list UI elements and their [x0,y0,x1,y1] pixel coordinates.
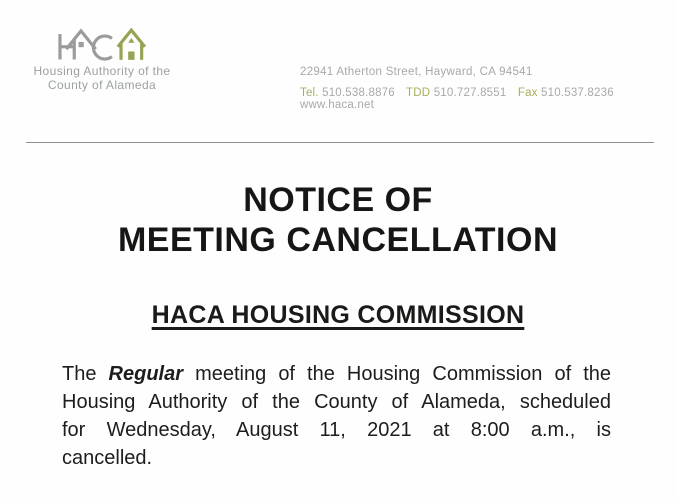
commission-heading [0,301,676,330]
fax-label: Fax [517,87,538,99]
fax-number: 510.537.8236 [541,87,614,99]
paragraph-line1 [62,360,611,388]
tel-number: 510.538.8876 [322,87,395,99]
tdd-number: 510.727.8551 [433,87,507,99]
notice-title-line1: NOTICE OF [243,181,433,219]
contact-numbers [300,87,676,111]
paragraph-line3: for Wednesday, August 11, 2021 at 8:00 a.m., is [62,419,611,441]
haca-logo [56,22,148,62]
street-address: 22941 Atherton Street, Hayward, CA 94541 [300,66,533,78]
paragraph-line1-rest: meeting of the Housing Commission of the [195,363,612,385]
cancellation-paragraph [62,360,611,472]
org-tagline-line2: County of Alameda [47,78,157,92]
tel-label: Tel. [300,87,319,99]
logo-letter-a-house [118,30,145,60]
paragraph-line1-prefix: The [62,363,97,385]
letterhead-divider [26,142,654,143]
tdd-label: TDD [406,87,431,99]
org-tagline-line1: Housing Authority of the [33,64,171,78]
paragraph-line4: cancelled. [62,447,153,469]
paragraph-line1-emphasis: Regular [108,363,184,385]
commission-heading-text: HACA HOUSING COMMISSION [151,301,525,329]
website-url: www.haca.net [300,99,374,111]
brand-block [28,22,176,92]
org-tagline [28,64,176,92]
notice-title-line2: MEETING CANCELLATION [117,221,558,259]
notice-title [0,180,676,260]
contact-block [300,66,676,111]
paragraph-line2: Housing Authority of the County of Alameda, scheduled [62,391,611,413]
